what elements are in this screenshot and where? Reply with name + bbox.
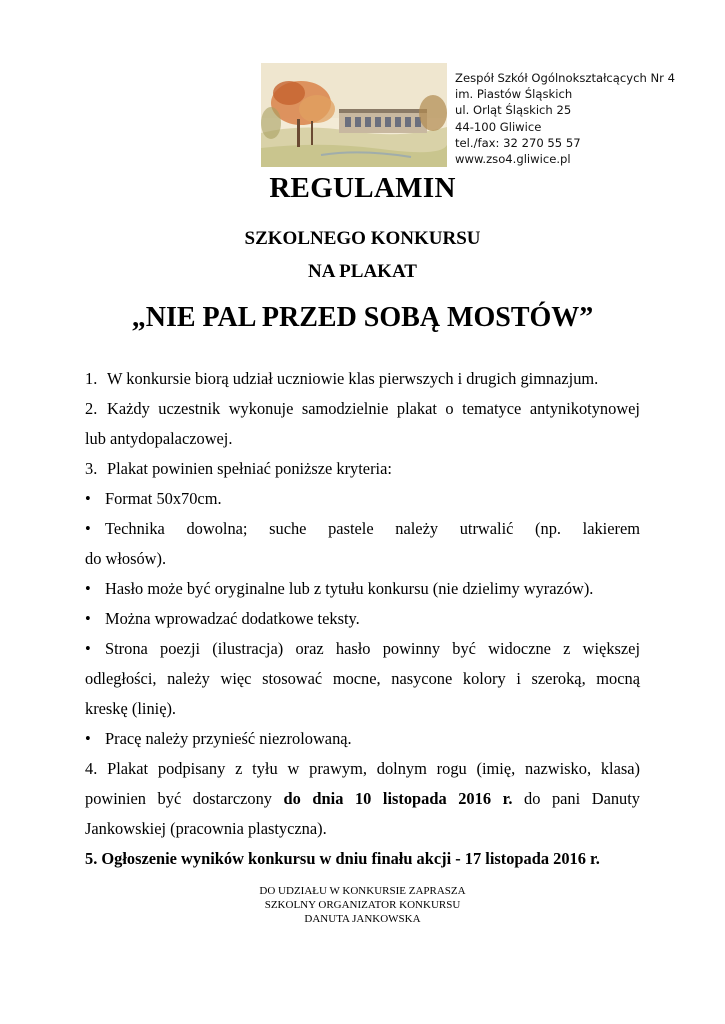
school-city: 44-100 Gliwice [455, 119, 542, 134]
school-building-illustration [261, 63, 447, 167]
bullet: • [85, 609, 91, 628]
bullet: • [85, 519, 91, 538]
criterion-technique [85, 514, 640, 544]
rules-list [85, 364, 640, 874]
rule-text: Każdy uczestnik wykonuje samodzielnie plakat o tematyce antynikotynowej [107, 399, 640, 418]
rule-1 [85, 364, 640, 394]
school-patron: im. Piastów Śląskich [455, 87, 573, 102]
subtitle-contest: SZKOLNEGO KONKURSU [244, 228, 481, 249]
footer-invitation [0, 884, 725, 926]
school-name: Zespół Szkół Ogólnokształcących Nr 4 [455, 71, 676, 85]
footer-line: SZKOLNY ORGANIZATOR KONKURSU [264, 899, 461, 911]
rule-4-deadline [85, 784, 640, 814]
criterion-visibility-end: kreskę (linię). [85, 699, 177, 718]
criterion-text: Format 50x70cm. [105, 489, 222, 508]
bullet: • [85, 639, 91, 658]
school-contact-block [455, 70, 675, 167]
rule-number: 2. [85, 399, 98, 418]
criterion-slogan [85, 574, 640, 604]
rule-2-continued: lub antydopalaczowej. [85, 429, 233, 448]
organizer-name: DANUTA JANKOWSKA [304, 913, 421, 925]
rule-text: Plakat powinien spełniać poniższe kryteria: [107, 459, 392, 478]
school-street: ul. Orląt Śląskich 25 [455, 103, 572, 118]
page-title: REGULAMIN [269, 172, 456, 204]
rule-number: 3. [85, 459, 98, 478]
criterion-text: Technika dowolna; suche pastele należy utrwalić (np. lakierem [105, 519, 640, 538]
rule-text: W konkursie biorą udział uczniowie klas pierwszych i drugich gimnazjum. [107, 369, 599, 388]
rule-2 [85, 394, 640, 424]
criterion-technique-continued: do włosów). [85, 549, 167, 568]
rule-3 [85, 454, 640, 484]
footer-line: DO UDZIAŁU W KONKURSIE ZAPRASZA [259, 885, 466, 897]
criterion-unrolled [85, 724, 640, 754]
subtitle-poster: NA PLAKAT [308, 261, 417, 282]
bullet: • [85, 579, 91, 598]
criterion-visibility [85, 634, 640, 664]
results-announcement: 5. Ogłoszenie wyników konkursu w dniu finału akcji - 17 listopada 2016 r. [85, 849, 600, 868]
rule-text: powinien być dostarczony [85, 789, 284, 808]
rule-5 [85, 844, 640, 874]
criterion-format [85, 484, 640, 514]
rule-number: 1. [85, 369, 98, 388]
criterion-text: Można wprowadzać dodatkowe teksty. [105, 609, 360, 628]
criterion-text: Hasło może być oryginalne lub z tytułu konkursu (nie dzielimy wyrazów). [105, 579, 594, 598]
criterion-text: Pracę należy przynieść niezrolowaną. [105, 729, 352, 748]
criterion-extra-texts [85, 604, 640, 634]
contest-slogan: „NIE PAL PRZED SOBĄ MOSTÓW” [131, 302, 594, 333]
school-phone: tel./fax: 32 270 55 57 [455, 135, 581, 150]
criterion-visibility-continued: odległości, należy więc stosować mocne, nasycone kolory i szeroką, mocną [85, 669, 640, 688]
bullet: • [85, 489, 91, 508]
criterion-text: Strona poezji (ilustracja) oraz hasło powinny być widoczne z większej [105, 639, 640, 658]
school-website: www.zso4.gliwice.pl [455, 152, 571, 167]
rule-4: 4. Plakat podpisany z tyłu w prawym, dolnym rogu (imię, nazwisko, klasa) [85, 759, 640, 778]
rule-4-end: Jankowskiej (pracownia plastyczna). [85, 819, 327, 838]
deadline-date: do dnia 10 listopada 2016 r. [283, 789, 513, 808]
bullet: • [85, 729, 91, 748]
rule-text: do pani Danuty [512, 789, 640, 808]
